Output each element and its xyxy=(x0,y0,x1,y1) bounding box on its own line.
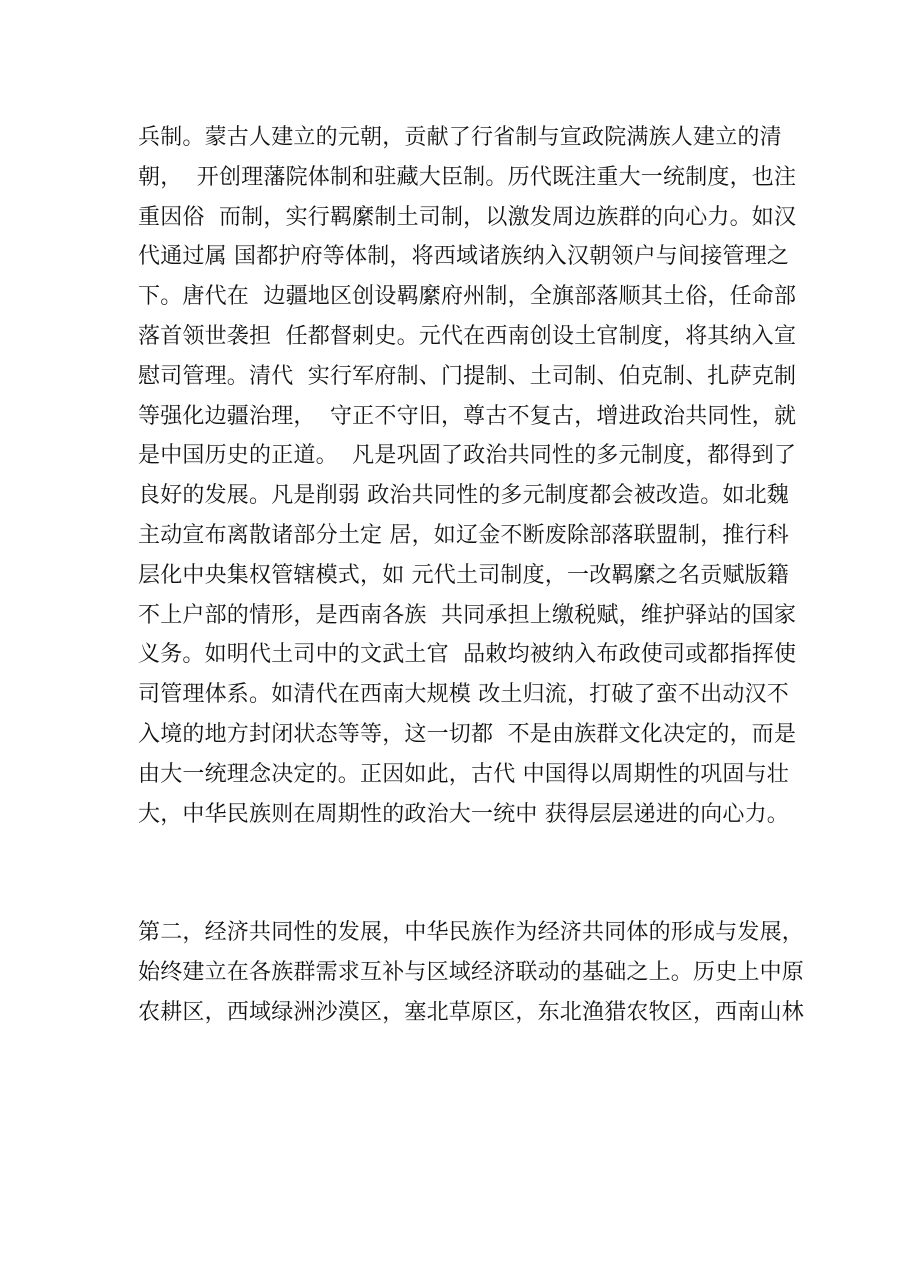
text-line: 等强化边疆治理， 守正不守旧，尊古不复古，增进政治共同性，就 xyxy=(138,403,797,429)
text-line: 良好的发展。凡是削弱 政治共同性的多元制度都会被改造。如北魏 xyxy=(138,483,789,509)
text-line: 是中国历史的正道。 凡是巩固了政治共同性的多元制度，都得到了 xyxy=(138,443,797,469)
text-line: 入境的地方封闭状态等等，这一切都 不是由族群文化决定的，而是 xyxy=(138,721,797,747)
text-line: 慰司管理。清代 实行军府制、门提制、土司制、伯克制、扎萨克制 xyxy=(138,363,797,389)
text-line: 落首领世袭担 任都督刺史。元代在西南创设土官制度，将其纳入宣 xyxy=(138,323,797,349)
text-line: 代通过属 国都护府等体制，将西域诸族纳入汉朝领户与间接管理之 xyxy=(138,244,789,270)
paragraph-economic-commonality xyxy=(138,913,805,1032)
text-line: 第二，经济共同性的发展，中华民族作为经济共同体的形成与发展， xyxy=(138,920,805,945)
text-line: 层化中央集权管辖模式，如 元代土司制度，一改羁縻之名贡赋版籍 xyxy=(138,562,789,588)
text-line: 主动宣布离散诸部分土定 居，如辽金不断废除部落联盟制，推行科 xyxy=(138,522,789,548)
text-line: 不上户部的情形，是西南各族 共同承担上缴税赋，维护驿站的国家 xyxy=(138,602,797,628)
text-line: 义务。如明代土司中的文武土官 品敕均被纳入布政使司或都指挥使 xyxy=(138,642,797,668)
text-line: 重因俗 而制，实行羁縻制土司制，以激发周边族群的向心力。如汉 xyxy=(138,204,797,230)
text-line: 下。唐代在 边疆地区创设羁縻府州制，全旗部落顺其土俗，任命部 xyxy=(138,284,797,310)
text-line: 始终建立在各族群需求互补与区域经济联动的基础之上。历史上中原 xyxy=(138,959,805,985)
text-line: 大，中华民族则在周期性的政治大一统中 获得层层递进的向心力。 xyxy=(138,801,789,827)
text-line: 朝， 开创理藩院体制和驻藏大臣制。历代既注重大一统制度，也注 xyxy=(138,164,797,190)
paragraph-political-commonality xyxy=(138,118,798,834)
text-line: 兵制。蒙古人建立的元朝，贡献了行省制与宣政院满族人建立的清 xyxy=(138,125,782,150)
text-line: 农耕区，西域绿洲沙漠区，塞北草原区，东北渔猎农牧区，西南山林 xyxy=(138,999,805,1025)
text-line: 由大一统理念决定的。正因如此，古代 中国得以周期性的巩固与壮 xyxy=(138,761,789,787)
text-line: 司管理体系。如清代在西南大规模 改土归流，打破了蛮不出动汉不 xyxy=(138,682,789,708)
